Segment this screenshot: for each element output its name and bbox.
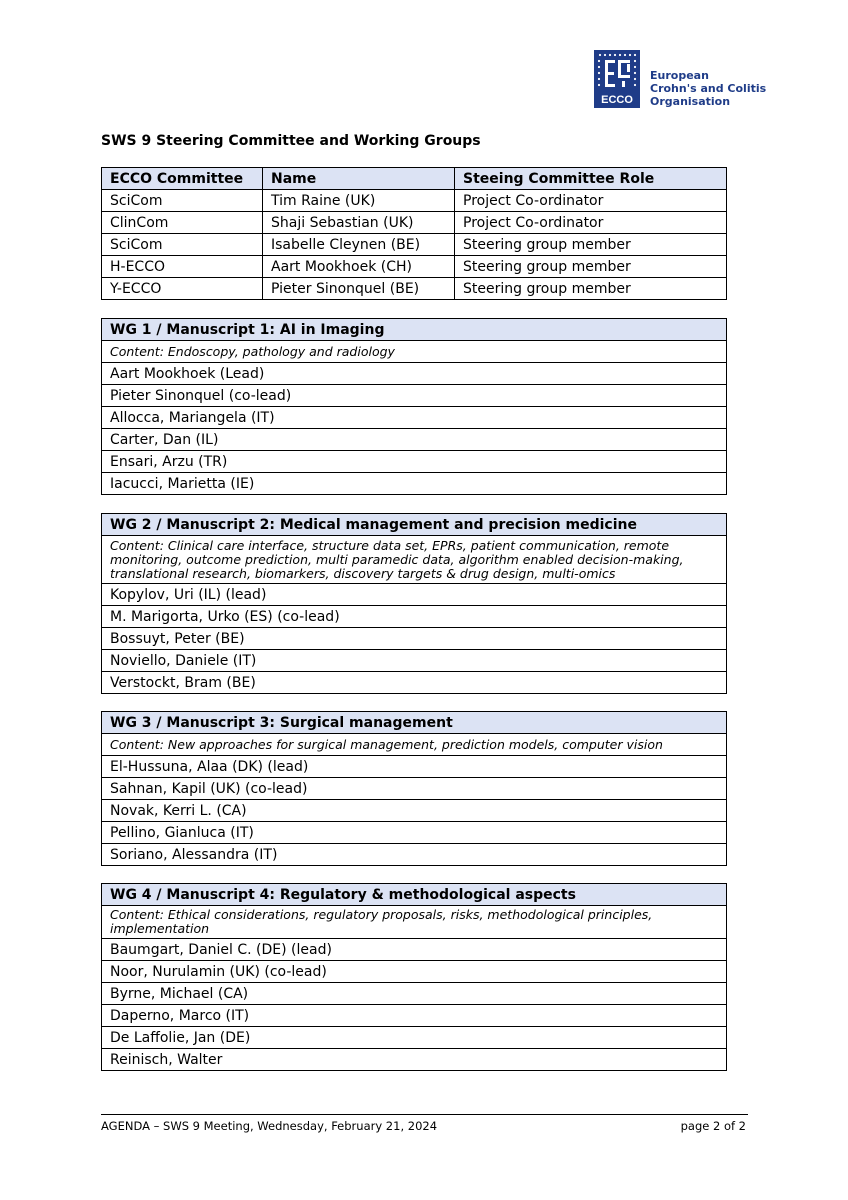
working-group-content-row bbox=[102, 341, 727, 363]
member-name: Noor, Nurulamin (UK) (co-lead) bbox=[102, 961, 727, 983]
committee-cell: SciCom bbox=[102, 190, 263, 212]
column-header: Steeing Committee Role bbox=[455, 168, 727, 190]
member-row bbox=[102, 650, 727, 672]
member-row bbox=[102, 822, 727, 844]
working-group-content: Content: Clinical care interface, structure data set, EPRs, patient communication, remote monitoring, outcome prediction, multi paramedic data, algorithm enabled decision-making, translational research, biomarkers, discovery targets & drug design, multi-omics bbox=[102, 536, 727, 584]
member-name: Allocca, Mariangela (IT) bbox=[102, 407, 727, 429]
member-name: Kopylov, Uri (IL) (lead) bbox=[102, 584, 727, 606]
working-group-1-table bbox=[101, 318, 727, 495]
name-cell: Tim Raine (UK) bbox=[263, 190, 455, 212]
member-row bbox=[102, 983, 727, 1005]
member-row bbox=[102, 363, 727, 385]
name-cell: Pieter Sinonquel (BE) bbox=[263, 278, 455, 300]
working-group-content: Content: Endoscopy, pathology and radiology bbox=[102, 341, 727, 363]
member-row bbox=[102, 672, 727, 694]
member-name: El-Hussuna, Alaa (DK) (lead) bbox=[102, 756, 727, 778]
working-group-title-row bbox=[102, 319, 727, 341]
committee-cell: Y-ECCO bbox=[102, 278, 263, 300]
member-row bbox=[102, 606, 727, 628]
ecco-emblem-letters: ECCO bbox=[601, 94, 633, 106]
member-name: Sahnan, Kapil (UK) (co-lead) bbox=[102, 778, 727, 800]
member-name: Byrne, Michael (CA) bbox=[102, 983, 727, 1005]
member-name: Pellino, Gianluca (IT) bbox=[102, 822, 727, 844]
member-row bbox=[102, 473, 727, 495]
member-name: Noviello, Daniele (IT) bbox=[102, 650, 727, 672]
member-row bbox=[102, 385, 727, 407]
member-row bbox=[102, 800, 727, 822]
committee-cell: H-ECCO bbox=[102, 256, 263, 278]
table-header-row bbox=[102, 168, 727, 190]
organisation-name-line-3: Organisation bbox=[650, 95, 731, 108]
role-cell: Steering group member bbox=[455, 278, 727, 300]
steering-committee-table bbox=[101, 167, 727, 300]
member-name: M. Marigorta, Urko (ES) (co-lead) bbox=[102, 606, 727, 628]
document-title: SWS 9 Steering Committee and Working Groups bbox=[101, 133, 481, 149]
organisation-name-line-2: Crohn's and Colitis bbox=[650, 82, 767, 95]
ecco-emblem bbox=[594, 50, 640, 108]
member-name: Carter, Dan (IL) bbox=[102, 429, 727, 451]
committee-cell: ClinCom bbox=[102, 212, 263, 234]
table-row bbox=[102, 256, 727, 278]
table-row bbox=[102, 212, 727, 234]
ecco-emblem-graphic bbox=[594, 50, 640, 108]
working-group-title: WG 3 / Manuscript 3: Surgical management bbox=[102, 712, 727, 734]
working-group-title: WG 1 / Manuscript 1: AI in Imaging bbox=[102, 319, 727, 341]
member-name: Iacucci, Marietta (IE) bbox=[102, 473, 727, 495]
role-cell: Project Co-ordinator bbox=[455, 190, 727, 212]
name-cell: Shaji Sebastian (UK) bbox=[263, 212, 455, 234]
member-name: Baumgart, Daniel C. (DE) (lead) bbox=[102, 939, 727, 961]
ecco-logo bbox=[594, 50, 767, 110]
member-row bbox=[102, 1027, 727, 1049]
working-group-4-table bbox=[101, 883, 727, 1071]
organisation-name-line-1: European bbox=[650, 69, 709, 82]
member-row bbox=[102, 961, 727, 983]
member-name: Pieter Sinonquel (co-lead) bbox=[102, 385, 727, 407]
name-cell: Aart Mookhoek (CH) bbox=[263, 256, 455, 278]
table-row bbox=[102, 278, 727, 300]
member-name: Daperno, Marco (IT) bbox=[102, 1005, 727, 1027]
table-row bbox=[102, 190, 727, 212]
member-row bbox=[102, 778, 727, 800]
member-row bbox=[102, 1005, 727, 1027]
working-group-content: Content: New approaches for surgical management, prediction models, computer vision bbox=[102, 734, 727, 756]
member-name: Verstockt, Bram (BE) bbox=[102, 672, 727, 694]
organisation-name bbox=[650, 69, 766, 108]
name-cell: Isabelle Cleynen (BE) bbox=[263, 234, 455, 256]
member-name: Reinisch, Walter bbox=[102, 1049, 727, 1071]
working-group-title: WG 4 / Manuscript 4: Regulatory & methodological aspects bbox=[102, 884, 727, 906]
footer-page-number: page 2 of 2 bbox=[680, 1119, 746, 1133]
member-row bbox=[102, 844, 727, 866]
footer-divider bbox=[101, 1114, 748, 1115]
working-group-content-row bbox=[102, 536, 727, 584]
member-name: Bossuyt, Peter (BE) bbox=[102, 628, 727, 650]
working-group-title-row bbox=[102, 712, 727, 734]
member-row bbox=[102, 628, 727, 650]
member-name: De Laffolie, Jan (DE) bbox=[102, 1027, 727, 1049]
working-group-2-table bbox=[101, 513, 727, 694]
member-row bbox=[102, 429, 727, 451]
role-cell: Steering group member bbox=[455, 256, 727, 278]
working-group-3-table bbox=[101, 711, 727, 866]
member-row bbox=[102, 939, 727, 961]
member-row bbox=[102, 756, 727, 778]
member-name: Aart Mookhoek (Lead) bbox=[102, 363, 727, 385]
working-group-content: Content: Ethical considerations, regulatory proposals, risks, methodological principles, implementation bbox=[102, 906, 727, 939]
member-row bbox=[102, 584, 727, 606]
member-row bbox=[102, 1049, 727, 1071]
column-header: Name bbox=[263, 168, 455, 190]
member-row bbox=[102, 407, 727, 429]
member-name: Novak, Kerri L. (CA) bbox=[102, 800, 727, 822]
member-name: Soriano, Alessandra (IT) bbox=[102, 844, 727, 866]
footer-agenda-text: AGENDA – SWS 9 Meeting, Wednesday, February 21, 2024 bbox=[101, 1119, 438, 1133]
table-row bbox=[102, 234, 727, 256]
member-row bbox=[102, 451, 727, 473]
committee-cell: SciCom bbox=[102, 234, 263, 256]
working-group-content-row bbox=[102, 906, 727, 939]
role-cell: Steering group member bbox=[455, 234, 727, 256]
working-group-title-row bbox=[102, 884, 727, 906]
working-group-title-row bbox=[102, 514, 727, 536]
working-group-content-row bbox=[102, 734, 727, 756]
column-header: ECCO Committee bbox=[102, 168, 263, 190]
role-cell: Project Co-ordinator bbox=[455, 212, 727, 234]
member-name: Ensari, Arzu (TR) bbox=[102, 451, 727, 473]
working-group-title: WG 2 / Manuscript 2: Medical management and precision medicine bbox=[102, 514, 727, 536]
